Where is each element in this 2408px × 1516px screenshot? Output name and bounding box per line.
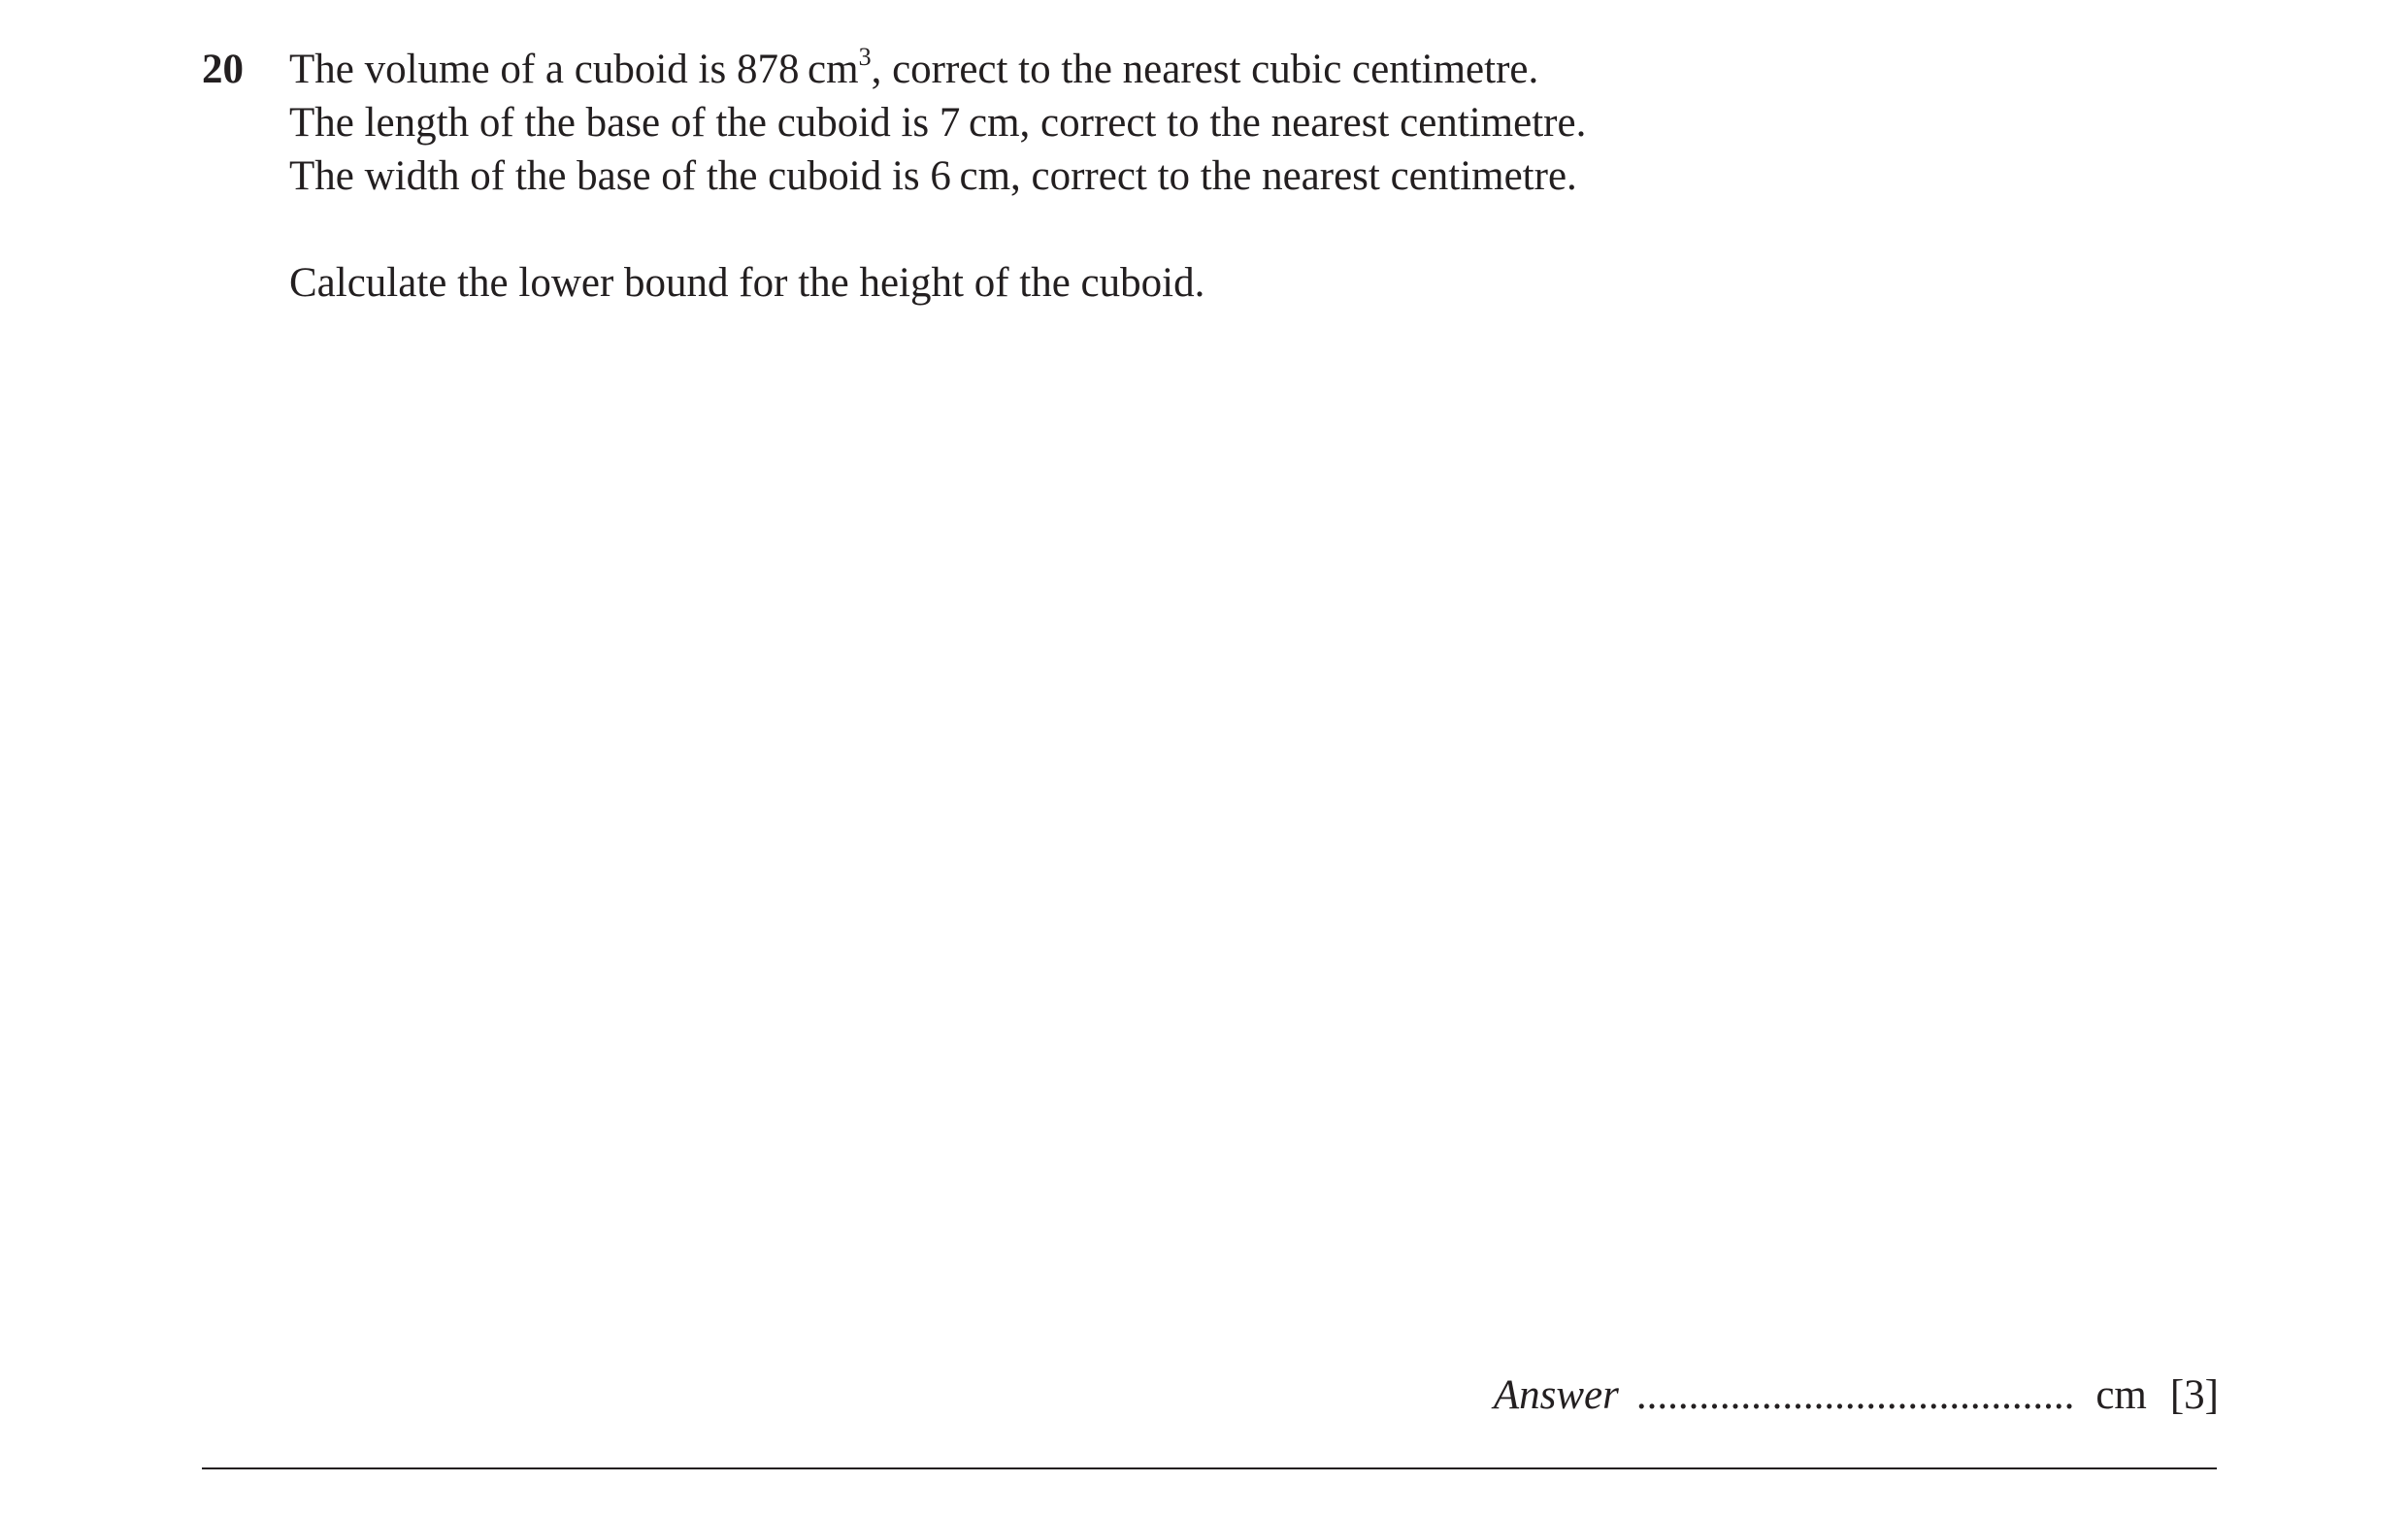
- instruction: Calculate the lower bound for the height of the cuboid.: [289, 260, 1205, 306]
- volume-statement: The volume of a cuboid is 878 $cm^3$, correct to the nearest cubic centimetre.: [289, 43, 1539, 92]
- answer-label: Answer: [1493, 1372, 1619, 1418]
- cubed-superscript: 3: [858, 43, 872, 71]
- marks-label: [3]: [2169, 1372, 2219, 1418]
- width-statement: The width of the base of the cuboid is 6 cm, correct to the nearest centimetre.: [289, 153, 1577, 199]
- question-number: 20: [202, 47, 244, 92]
- length-statement: The length of the base of the cuboid is 7 cm, correct to the nearest centimetre.: [289, 100, 1587, 146]
- answer-row: [1494, 1368, 2219, 1422]
- question-body: [289, 43, 2230, 310]
- paragraph-gap: [289, 203, 2230, 256]
- answer-unit: cm: [2095, 1372, 2147, 1418]
- bottom-rule: [202, 1467, 2217, 1469]
- answer-line[interactable]: ..........................................: [1635, 1372, 2075, 1418]
